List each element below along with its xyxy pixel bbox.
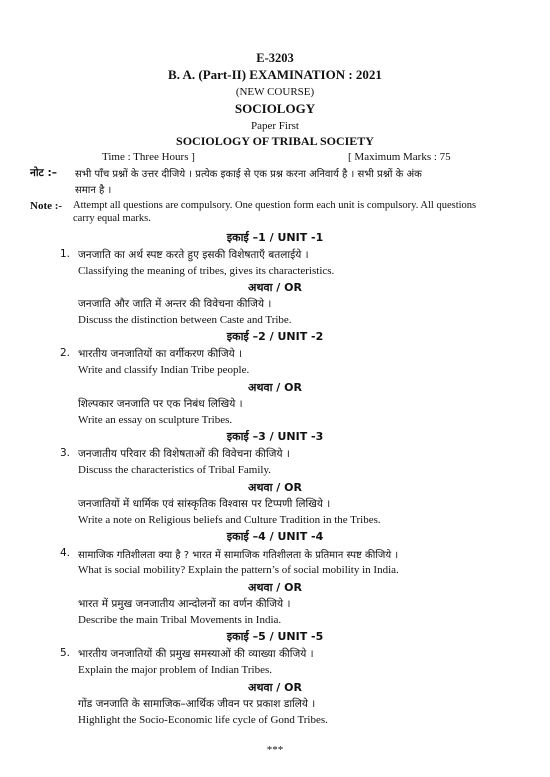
note-english-line1: Attempt all questions are compulsory. One question form each unit is compulsory. All questions <box>73 200 477 211</box>
question-3a-english: Discuss the characteristics of Tribal Family. <box>78 464 271 476</box>
question-4b-hindi: भारत में प्रमुख जनजातीय आन्दोलनों का वर्णन कीजिये । <box>78 598 291 610</box>
paper-title: SOCIOLOGY OF TRIBAL SOCIETY <box>176 134 374 148</box>
question-3b-english: Write a note on Religious beliefs and Culture Tradition in the Tribes. <box>78 514 381 526</box>
or-divider-3: अथवा / OR <box>248 481 302 494</box>
question-4b-english: Describe the main Tribal Movements in India. <box>78 614 282 626</box>
or-divider-5: अथवा / OR <box>248 681 302 694</box>
unit-3-heading: इकाई –3 / UNIT -3 <box>226 430 324 443</box>
unit-1-heading: इकाई –1 / UNIT -1 <box>226 231 324 244</box>
question-1b-hindi: जनजाति और जाति में अन्तर की विवेचना कीजिये । <box>78 298 272 310</box>
question-1b-english: Discuss the distinction between Caste and Tribe. <box>78 314 292 326</box>
or-divider-4: अथवा / OR <box>248 581 302 594</box>
question-3-number: 3. <box>60 447 71 459</box>
question-5a-english: Explain the major problem of Indian Tribes. <box>78 664 272 676</box>
note-english-label: Note :- <box>30 200 63 212</box>
question-1a-hindi: जनजाति का अर्थ स्पष्ट करते हुए इसकी विशेषताएँ बतलाईये । <box>78 249 309 261</box>
unit-2-heading: इकाई –2 / UNIT -2 <box>226 330 324 343</box>
question-3a-hindi: जनजातीय परिवार की विशेषताओं की विवेचना कीजिये । <box>78 448 290 460</box>
note-hindi-line1: सभी पाँच प्रश्नों के उत्तर दीजिये । प्रत्येक इकाई से एक प्रश्न करना अनिवार्य है । सभी प्रश्नों के अंक <box>75 169 422 180</box>
unit-4-heading: इकाई –4 / UNIT -4 <box>226 530 324 543</box>
subject-title: SOCIOLOGY <box>234 101 316 116</box>
question-5b-english: Highlight the Socio-Economic life cycle of Gond Tribes. <box>78 714 328 726</box>
unit-5-heading: इकाई –5 / UNIT -5 <box>226 630 324 643</box>
end-marker: *** <box>266 744 284 756</box>
question-5-number: 5. <box>60 647 71 659</box>
max-marks-label: [ Maximum Marks : 75 <box>348 151 451 163</box>
course-label: (NEW COURSE) <box>235 86 315 98</box>
paper-code: E-3203 <box>256 51 294 65</box>
question-1a-english: Classifying the meaning of tribes, gives its characteristics. <box>78 265 335 277</box>
paper-number: Paper First <box>251 120 299 132</box>
question-4a-english: What is social mobility? Explain the pattern’s of social mobility in India. <box>78 564 399 576</box>
or-divider-2: अथवा / OR <box>248 381 302 394</box>
question-5a-hindi: भारतीय जनजातियों की प्रमुख समस्याओं की व्याख्या कीजिये । <box>78 648 314 660</box>
time-label: Time : Three Hours ] <box>102 151 195 163</box>
question-2a-hindi: भारतीय जनजातियों का वर्गीकरण कीजिये । <box>78 348 243 360</box>
exam-title: B. A. (Part-II) EXAMINATION : 2021 <box>168 67 382 82</box>
question-4a-hindi: सामाजिक गतिशीलता क्या है ? भारत में सामाजिक गतिशीलता के प्रतिमान स्पष्ट कीजिये । <box>78 550 399 561</box>
or-divider-1: अथवा / OR <box>248 281 302 294</box>
note-hindi-line2: समान है । <box>75 185 112 196</box>
question-4-number: 4. <box>60 547 71 559</box>
note-hindi-label: नोट :– <box>30 167 57 179</box>
question-2-number: 2. <box>60 347 71 359</box>
note-english-line2: carry equal marks. <box>73 213 151 224</box>
question-3b-hindi: जनजातियों में धार्मिक एवं सांस्कृतिक विश्वास पर टिप्पणी लिखिये । <box>78 498 331 510</box>
question-2a-english: Write and classify Indian Tribe people. <box>78 364 250 376</box>
question-2b-hindi: शिल्पकार जनजाति पर एक निबंध लिखिये । <box>78 398 243 410</box>
question-1-number: 1. <box>60 248 71 260</box>
question-5b-hindi: गोंड जनजाति के सामाजिक–आर्थिक जीवन पर प्रकाश डालिये । <box>78 698 316 710</box>
question-2b-english: Write an essay on sculpture Tribes. <box>78 414 233 426</box>
